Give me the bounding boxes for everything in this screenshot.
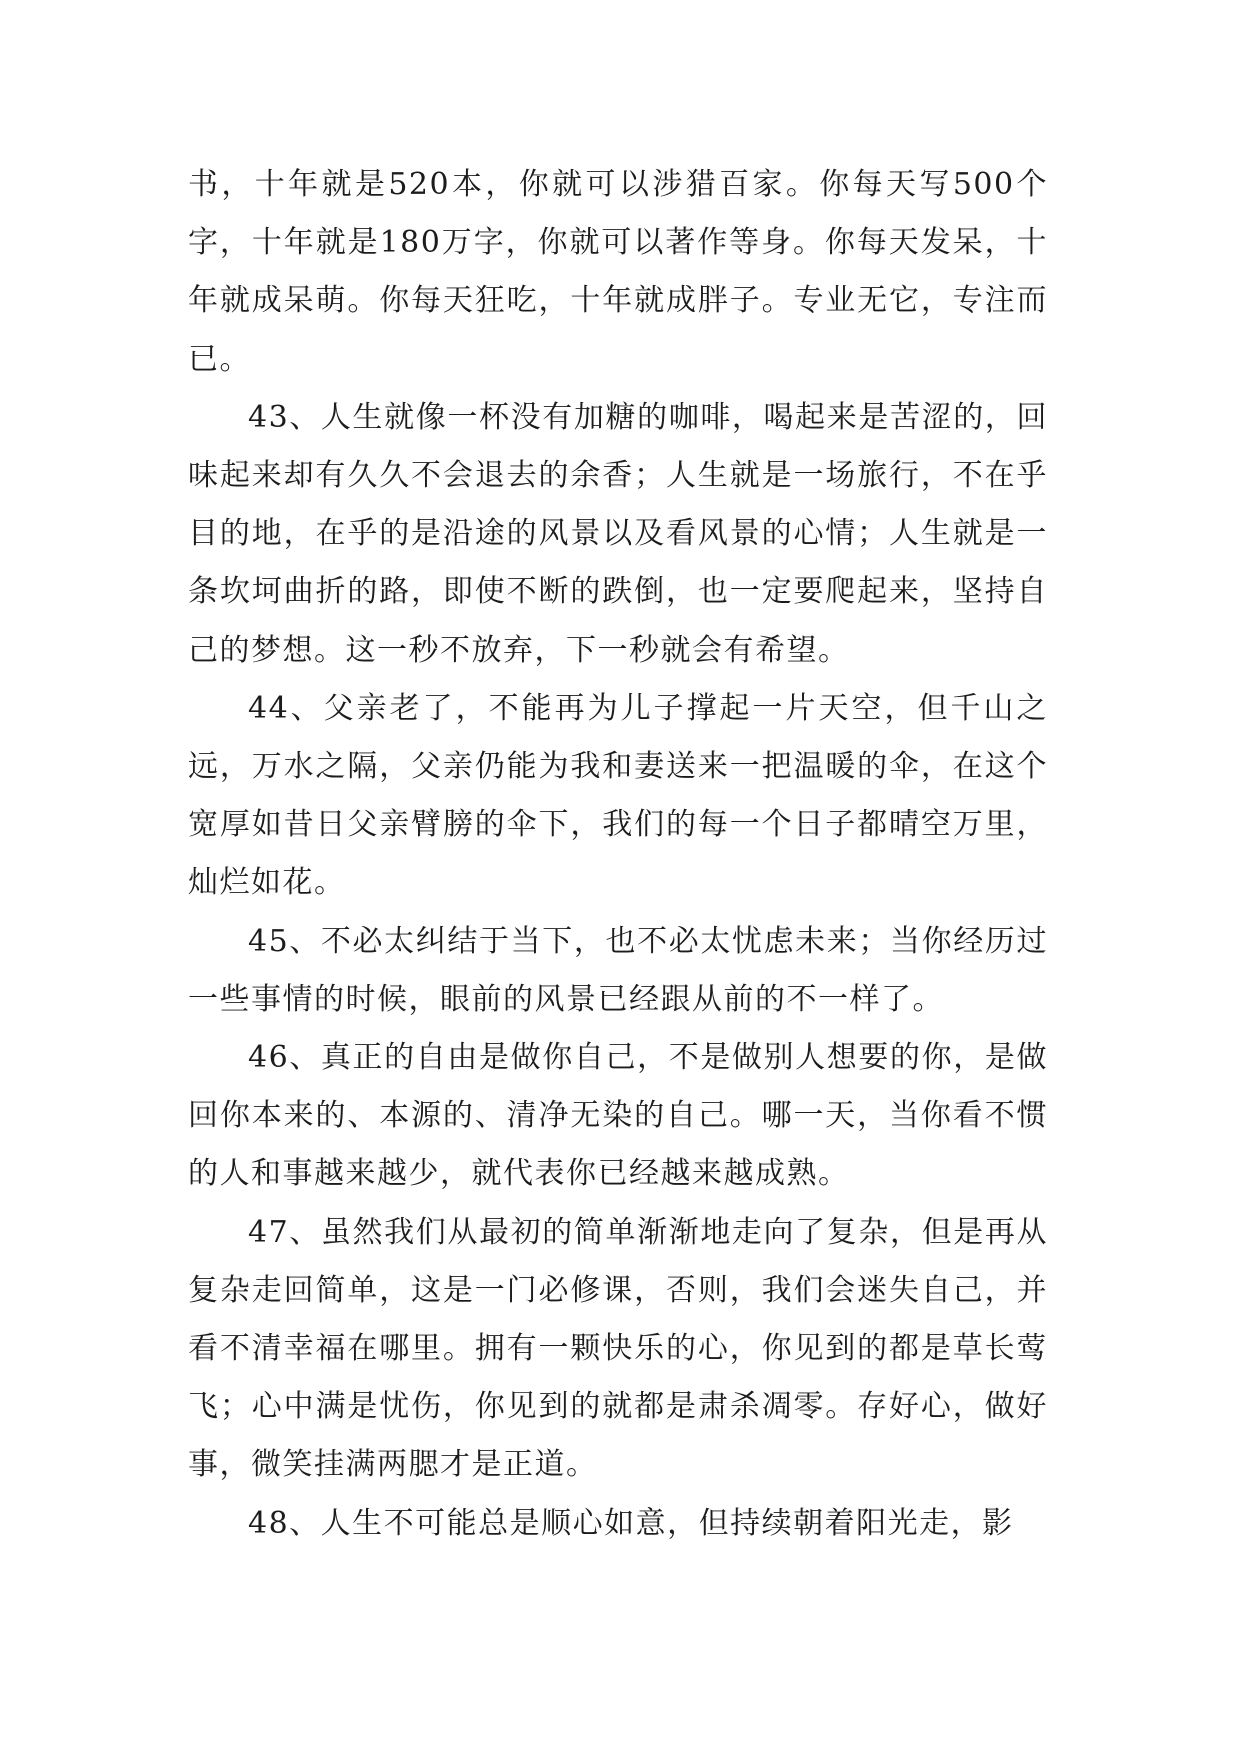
paragraph-45: 45、不必太纠结于当下，也不必太忧虑未来；当你经历过一些事情的时候，眼前的风景已经跟从前的不一样了。 [188, 923, 1048, 1017]
paragraph-46: 46、真正的自由是做你自己，不是做别人想要的你，是做回你本来的、本源的、清净无染的自己。哪一天，当你看不惯的人和事越来越少，就代表你已经越来越成熟。 [188, 1040, 1048, 1192]
paragraph-44: 44、父亲老了，不能再为儿子撑起一片天空，但千山之远，万水之隔，父亲仍能为我和妻送来一把温暖的伞，在这个宽厚如昔日父亲臂膀的伞下，我们的每一个日子都晴空万里，灿烂如花。 [188, 690, 1048, 901]
document-body [188, 156, 1048, 1553]
paragraph-42-continued: 书，十年就是520本，你就可以涉猎百家。你每天写500个字，十年就是180万字，你就可以著作等身。你每天发呆，十年就成呆萌。你每天狂吃，十年就成胖子。专业无它，专注而已。 [188, 167, 1048, 377]
paragraph-43: 43、人生就像一杯没有加糖的咖啡，喝起来是苦涩的，回味起来却有久久不会退去的余香；人生就是一场旅行，不在乎目的地，在乎的是沿途的风景以及看风景的心情；人生就是一条坎坷曲折的路，即使不断的跌倒，也一定要爬起来，坚持自己的梦想。这一秒不放弃，下一秒就会有希望。 [188, 399, 1048, 668]
paragraph-47: 47、虽然我们从最初的简单渐渐地走向了复杂，但是再从复杂走回简单，这是一门必修课，否则，我们会迷失自己，并看不清幸福在哪里。拥有一颗快乐的心，你见到的都是草长莺飞；心中满是忧伤，你见到的就都是肃杀凋零。存好心，做好事，微笑挂满两腮才是正道。 [188, 1214, 1048, 1483]
paragraph-48: 48、人生不可能总是顺心如意，但持续朝着阳光走，影 [248, 1505, 1014, 1541]
